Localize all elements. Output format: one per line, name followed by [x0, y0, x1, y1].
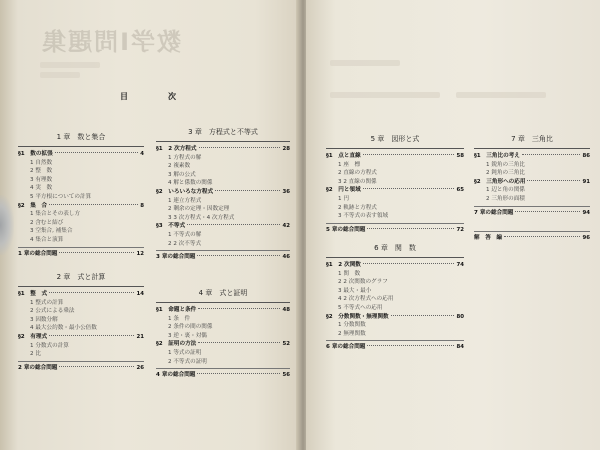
chapter-title: 3 章 方程式と不等式: [188, 128, 258, 136]
toc-summary-entry: [326, 226, 464, 235]
toc-entry-label: 2 三角形の面積: [486, 195, 525, 202]
toc-subitem: [474, 161, 590, 170]
toc-entry-label: 2 剰余の定理・因数定理: [168, 206, 230, 213]
toc-entry-label: 1 方程式の解: [168, 154, 202, 161]
toc-entry-label: 2 公式による乗法: [30, 308, 75, 315]
show-through-title: 数学Ⅰ問題集: [40, 28, 181, 56]
toc-entry-label: §2 有理式: [18, 333, 48, 340]
toc-entry-label: 3 最大・最小: [338, 287, 372, 294]
toc-section-entry: [156, 306, 290, 315]
toc-subitem: [18, 184, 144, 193]
toc-entry-label: 1 条 件: [168, 315, 191, 322]
toc-subitem: [156, 154, 290, 163]
toc-subitem: [18, 236, 144, 245]
toc-entry-label: 3 不等式の表す領域: [338, 213, 389, 220]
toc-page-number: 84: [456, 344, 464, 351]
toc-page-number: 52: [282, 341, 290, 348]
chapter-title: 4 章 式と証明: [198, 289, 248, 297]
toc-entry-label: §2 分数関数・無理関数: [326, 313, 389, 320]
toc-subitem: [474, 186, 590, 195]
toc-entry-label: 2 整 数: [30, 168, 53, 175]
toc-page-number: 8: [140, 202, 144, 209]
toc-entry-label: 4 解と係数の関係: [168, 180, 213, 187]
chapter-title: 5 章 図形と式: [370, 135, 420, 143]
toc-subitem: [326, 178, 464, 187]
toc-subitem: [156, 358, 290, 367]
toc-entry-label: §1 2 次方程式: [156, 146, 197, 152]
toc-subitem: [18, 219, 144, 228]
toc-page-number: 58: [456, 153, 464, 159]
toc-entry-label: §2 集 合: [18, 202, 48, 209]
toc-entry-label: 3 章の総合問題: [156, 254, 196, 261]
toc-entry-label: §2 いろいろな方程式: [156, 188, 214, 195]
toc-entry-label: 1 辺と角の関係: [486, 187, 525, 194]
toc-subitem: [326, 321, 464, 330]
toc-entry-label: §1 2 次関数: [326, 262, 361, 268]
toc-entry-label: 5 平方根についての計算: [30, 193, 92, 200]
toc-subitem: [474, 169, 590, 178]
toc-section-entry: [474, 152, 590, 161]
toc-entry-label: 1 章の総合問題: [18, 250, 58, 257]
toc-section-entry: [156, 222, 290, 231]
toc-entry-label: 3 2 直線の関係: [338, 178, 377, 185]
toc-subitem: [156, 179, 290, 188]
toc-page-number: 14: [136, 291, 144, 297]
toc-page-number: 12: [136, 250, 144, 257]
toc-section-entry: [18, 150, 144, 159]
toc-subitem: [326, 330, 464, 339]
toc-subitem: [326, 212, 464, 221]
toc-entry-label: 2 軌跡と方程式: [338, 204, 377, 211]
toc-page-number: 42: [282, 223, 290, 230]
toc-summary-entry: [18, 250, 144, 259]
toc-subitem: [156, 349, 290, 358]
toc-entry-label: 5 章の総合問題: [326, 226, 366, 233]
toc-entry-label: §2 三角形への応用: [474, 178, 526, 185]
toc-subitem: [18, 167, 144, 176]
toc-subitem: [18, 307, 144, 316]
toc-page-number: 26: [136, 364, 144, 371]
toc-page-number: 80: [456, 313, 464, 320]
toc-summary-entry: [156, 371, 290, 380]
toc-subitem: [18, 210, 144, 219]
toc-entry-label: 1 連立方程式: [168, 197, 202, 204]
toc-entry-label: §2 証明の方法: [156, 341, 197, 348]
toc-summary-entry: [474, 209, 590, 218]
toc-page-number: 36: [282, 188, 290, 195]
toc-entry-label: 3 因数分解: [30, 316, 58, 323]
toc-page-number: 86: [582, 153, 590, 159]
toc-entry-label: 解 答 編: [474, 235, 502, 242]
toc-entry-label: 2 不等式の証明: [168, 358, 207, 365]
toc-section-entry: [326, 186, 464, 195]
toc-entry-label: §2 円と領域: [326, 187, 361, 194]
chapter-3-column: [156, 127, 290, 262]
toc-page-number: 74: [456, 262, 464, 268]
toc-entry-label: §1 三角比の考え: [474, 153, 520, 159]
toc-section-entry: [326, 313, 464, 322]
chapter-title: 1 章 数と集合: [56, 133, 106, 141]
toc-entry-label: 3 解の公式: [168, 171, 196, 178]
toc-entry-label: 1 整式の計算: [30, 299, 64, 306]
toc-subitem: [18, 350, 144, 359]
toc-page-number: 56: [282, 372, 290, 379]
toc-entry-label: §1 数の拡張: [18, 151, 53, 157]
toc-entry-label: §1 整 式: [18, 291, 48, 297]
toc-heading: 目 次: [120, 92, 192, 101]
toc-subitem: [18, 299, 144, 308]
toc-entry-label: 1 座 標: [338, 161, 361, 168]
toc-entry-label: 2 比: [30, 351, 41, 358]
toc-subitem: [156, 332, 290, 341]
toc-summary-entry: [326, 343, 464, 352]
toc-section-entry: [156, 340, 290, 349]
toc-entry-label: 1 分数式の計算: [30, 342, 69, 349]
toc-entry-label: 2 複素数: [168, 163, 191, 170]
toc-entry-label: 4 2 次方程式への応用: [338, 296, 394, 303]
toc-entry-label: §1 点と直線: [326, 153, 361, 159]
toc-entry-label: 2 2 次関数のグラフ: [338, 279, 388, 286]
toc-subitem: [326, 195, 464, 204]
toc-subitem: [326, 287, 464, 296]
toc-entry-label: 2 章の総合問題: [18, 364, 58, 371]
chapter-title: 7 章 三角比: [511, 135, 553, 143]
toc-subitem: [18, 193, 144, 202]
toc-entry-label: 4 最大公約数・最小公倍数: [30, 325, 97, 332]
toc-page-number: 28: [282, 146, 290, 152]
toc-page-number: 46: [282, 254, 290, 261]
toc-page-number: 65: [456, 187, 464, 194]
toc-subitem: [156, 197, 290, 206]
toc-subitem: [18, 316, 144, 325]
toc-entry-label: 1 自然数: [30, 159, 53, 166]
toc-entry-label: 1 鋭角の三角比: [486, 161, 525, 168]
toc-section-entry: [326, 261, 464, 270]
thumb-shadow: [0, 195, 14, 255]
chapter-7-column: [474, 134, 590, 243]
toc-summary-entry: [156, 253, 290, 262]
toc-entry-label: 2 2 次不等式: [168, 240, 202, 247]
toc-entry-label: 1 分数関数: [338, 322, 366, 329]
toc-page-number: 91: [582, 178, 590, 185]
toc-subitem: [18, 159, 144, 168]
toc-subitem: [156, 231, 290, 240]
toc-entry-label: 1 等式の証明: [168, 349, 202, 356]
toc-entry-label: 2 鈍角の三角比: [486, 170, 525, 177]
toc-entry-label: 1 不等式の解: [168, 231, 202, 238]
toc-subitem: [18, 176, 144, 185]
chapter-6-column: [326, 243, 464, 352]
toc-subitem: [156, 205, 290, 214]
toc-page-number: 94: [582, 209, 590, 216]
toc-entry-label: 2 含むと結び: [30, 219, 64, 226]
toc-entry-label: 3 3 次方程式・4 次方程式: [168, 214, 235, 221]
toc-entry-label: 4 集合と演算: [30, 236, 64, 243]
toc-summary-entry: [18, 364, 144, 373]
toc-subitem: [156, 323, 290, 332]
toc-entry-label: 1 集合とその表し方: [30, 211, 81, 218]
toc-subitem: [326, 169, 464, 178]
toc-page-number: 4: [140, 151, 144, 157]
toc-subitem: [156, 315, 290, 324]
chapter-4-column: [156, 288, 290, 380]
toc-entry-label: 3 逆・裏・対偶: [168, 332, 207, 339]
toc-subitem: [156, 171, 290, 180]
toc-section-entry: [18, 202, 144, 211]
toc-section-entry: [474, 178, 590, 187]
toc-entry-label: 1 関 数: [338, 270, 361, 277]
toc-section-entry: [18, 333, 144, 342]
toc-entry-label: §3 不等式: [156, 223, 186, 230]
toc-subitem: [326, 304, 464, 313]
chapter-5-column: [326, 134, 464, 234]
toc-entry-label: 4 章の総合問題: [156, 372, 196, 379]
toc-subitem: [326, 270, 464, 279]
toc-subitem: [326, 161, 464, 170]
toc-page-number: 48: [282, 307, 290, 313]
toc-entry-label: 2 直線の方程式: [338, 170, 377, 177]
toc-entry-label: 2 条件の間の関係: [168, 324, 213, 331]
toc-entry-label: 7 章の総合問題: [474, 209, 514, 216]
toc-section-entry: [156, 188, 290, 197]
chapter-title: 2 章 式と計算: [56, 273, 106, 281]
chapter-title: 6 章 関 数: [374, 244, 416, 252]
chapter-2-column: [18, 272, 144, 372]
toc-entry-label: 3 有理数: [30, 176, 53, 183]
chapter-1-column: [18, 132, 144, 258]
toc-entry-label: 5 不等式への応用: [338, 304, 383, 311]
toc-subitem: [326, 278, 464, 287]
toc-entry-label: 6 章の総合問題: [326, 344, 366, 351]
toc-subitem: [156, 162, 290, 171]
toc-summary-entry: [474, 234, 590, 243]
toc-section-entry: [18, 290, 144, 299]
toc-entry-label: 1 円: [338, 195, 349, 202]
right-page: [306, 0, 600, 450]
toc-entry-label: 3 空集合, 補集合: [30, 228, 73, 235]
toc-section-entry: [326, 152, 464, 161]
toc-subitem: [326, 295, 464, 304]
toc-subitem: [18, 324, 144, 333]
toc-subitem: [18, 227, 144, 236]
toc-page-number: 96: [582, 235, 590, 242]
toc-entry-label: 4 実 数: [30, 185, 53, 192]
toc-page-number: 21: [136, 333, 144, 340]
toc-entry-label: §1 命題と条件: [156, 307, 197, 313]
toc-entry-label: 2 無理関数: [338, 330, 366, 337]
toc-subitem: [474, 195, 590, 204]
toc-section-entry: [156, 145, 290, 154]
toc-subitem: [18, 342, 144, 351]
toc-subitem: [156, 214, 290, 223]
toc-subitem: [326, 204, 464, 213]
toc-page-number: 72: [456, 226, 464, 233]
toc-subitem: [156, 240, 290, 249]
